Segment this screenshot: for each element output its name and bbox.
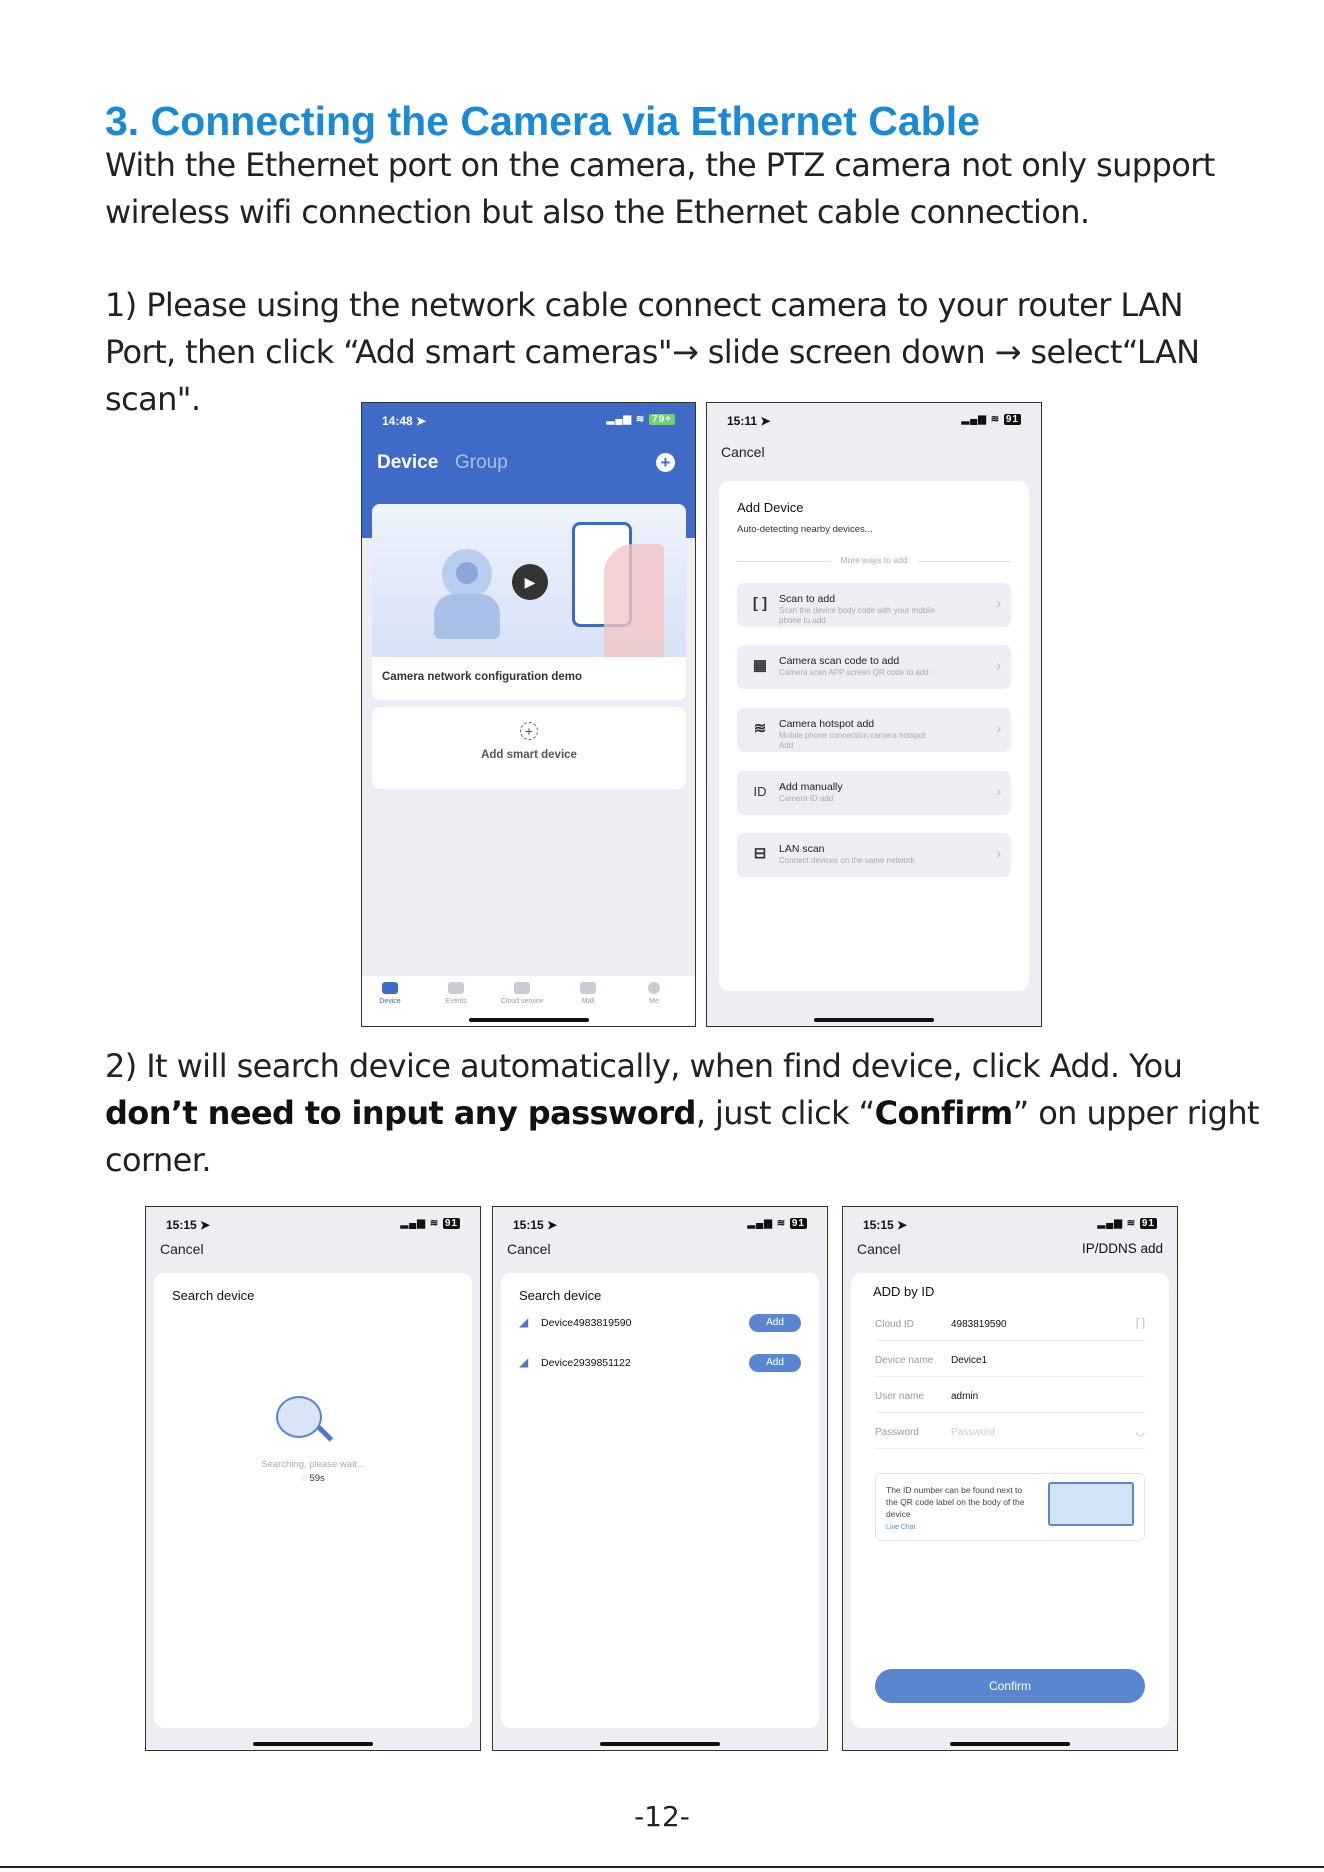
add-device-card [719,481,1029,991]
page-bottom-rule [0,1866,1324,1868]
option-add-manually[interactable] [737,771,1011,815]
field-device-name[interactable] [875,1347,1145,1377]
tab-group[interactable]: Group [455,452,508,473]
add-button[interactable]: Add [749,1354,801,1372]
camera-icon: ◢ [519,1355,529,1369]
phone-screenshot-search-results [492,1206,828,1751]
intro-line: With the Ethernet port on the camera, the PTZ camera not only support [105,146,1215,184]
hand-icon [604,544,664,657]
step2-text: ” on upper right [1012,1094,1259,1132]
field-value: Device1 [951,1355,988,1366]
option-desc: Camera scan APP screen QR code to add [779,668,929,677]
spinner-icon: ◌ [301,1473,307,1484]
scan-icon[interactable]: [ ] [1135,1317,1145,1329]
add-by-id-card [851,1273,1169,1728]
cancel-button[interactable]: Cancel [507,1241,551,1257]
add-device-icon: + [520,722,538,740]
add-plus-icon[interactable]: + [656,453,675,472]
device-name: Device2939851122 [541,1357,631,1369]
status-time: 14:48 ➤ [382,414,427,428]
field-value: 4983819590 [951,1319,1007,1330]
nav-label: Mall [581,998,595,1005]
battery-icon: 91 [791,1218,805,1229]
device-name: Device4983819590 [541,1317,632,1329]
step1-line: Port, then click “Add smart cameras"→ slide screen down → select“LAN [105,333,1200,371]
demo-label: Camera network configuration demo [382,671,583,683]
step2-line [105,1090,1259,1137]
battery-icon: 91 [1141,1218,1155,1229]
nav-label: Cloud service [500,998,544,1005]
option-camera-hotspot[interactable] [737,708,1011,752]
hint-box [875,1473,1145,1541]
nav-cloud-service[interactable] [497,982,547,1005]
step1-line: scan". [105,380,201,418]
chevron-right-icon: › [996,720,1001,736]
field-label: Password [875,1427,919,1438]
magnifier-icon [276,1396,322,1438]
option-desc: Scan the device body code with your mobile phone to add [779,606,936,625]
camera-icon: ◢ [519,1315,529,1329]
user-icon [648,982,660,994]
eye-icon[interactable]: ◡ [1135,1426,1145,1438]
nav-events[interactable] [431,982,481,1005]
add-smart-device-label: Add smart device [481,749,577,761]
status-bar [493,1207,827,1237]
signal-icon: ▂▄▆ ≋ 91 [400,1218,458,1229]
status-time: 15:15 ➤ [166,1218,211,1232]
status-time: 15:11 ➤ [727,414,771,428]
field-user-name[interactable] [875,1383,1145,1413]
search-card [154,1273,472,1728]
search-heading: Search device [172,1288,255,1303]
status-time: 15:15 ➤ [513,1218,558,1232]
option-title: Camera scan code to add [779,655,900,667]
home-indicator [469,1018,589,1022]
search-heading: Search device [519,1288,602,1303]
device-row [519,1351,801,1377]
camera-lens-icon [456,562,478,584]
device-row [519,1311,801,1337]
search-card [501,1273,819,1728]
add-smart-device-card[interactable] [372,707,686,789]
field-value: admin [951,1391,979,1402]
step2-line: 2) It will search device automatically, when find device, click Add. You [105,1047,1183,1085]
battery-icon: 91 [444,1218,458,1229]
add-device-heading: Add Device [737,500,804,515]
bold-text: Confirm [874,1094,1013,1132]
intro-paragraph [105,142,1215,236]
field-cloud-id[interactable] [875,1311,1145,1341]
step2-text: , just click “ [695,1094,875,1132]
countdown [154,1473,472,1484]
nav-mall[interactable] [563,982,613,1005]
device-icon [382,982,398,994]
option-scan-to-add[interactable] [737,583,1011,627]
cancel-button[interactable]: Cancel [857,1241,901,1257]
password-placeholder: Password [951,1427,995,1438]
more-ways-text: More ways to add [830,555,917,565]
status-bar [843,1207,1177,1237]
page-number: -12- [634,1800,690,1833]
nav-label: Me [649,998,659,1005]
section-title: 3. Connecting the Camera via Ethernet Cable [105,98,980,144]
status-bar [707,403,1041,433]
nav-label: Events [445,998,467,1005]
mall-icon [580,982,596,994]
chevron-right-icon: › [996,595,1001,611]
nav-me[interactable] [629,982,679,1005]
qr-label-icon [1048,1482,1134,1526]
home-indicator [814,1018,934,1022]
field-label: Device name [875,1355,934,1366]
nav-label: Device [379,998,401,1005]
signal-icon: ▂▄▆ ≋ 79+ [607,414,675,425]
signal-icon: ▂▄▆ ≋ 91 [747,1218,805,1229]
chevron-right-icon: › [996,783,1001,799]
option-desc: Connect devices on the same network [779,856,915,865]
status-bar [362,403,695,433]
field-password[interactable] [875,1419,1145,1449]
intro-line: wireless wifi connection but also the Ethernet cable connection. [105,193,1090,231]
battery-icon: 91 [1005,414,1019,425]
chevron-right-icon: › [996,657,1001,673]
camera-body-icon [434,594,500,639]
wifi-icon: ≋ [753,720,767,737]
scan-icon: [ ] [752,595,768,612]
play-icon[interactable]: ▶ [512,564,548,600]
qr-code-icon: ▦ [752,657,768,674]
phone-screenshot-searching [145,1206,481,1751]
confirm-button[interactable]: Confirm [875,1669,1145,1703]
cancel-button[interactable]: Cancel [160,1241,204,1257]
chevron-right-icon: › [996,845,1001,861]
demo-card[interactable] [372,504,686,700]
countdown-text: 59s [309,1473,325,1484]
phone-screenshot-add-device [706,402,1042,1027]
status-time: 15:15 ➤ [863,1218,908,1232]
magnifier-handle-icon [317,1425,333,1441]
id-icon: ID [753,784,767,799]
option-camera-scan-code[interactable] [737,645,1011,689]
home-indicator [600,1742,720,1746]
cloud-icon [514,982,530,994]
add-by-id-heading: ADD by ID [873,1284,935,1299]
status-bar [146,1207,480,1237]
home-indicator [950,1742,1070,1746]
nav-device[interactable] [365,982,415,1005]
detecting-text: Auto-detecting nearby devices... [737,524,873,535]
step1-line: 1) Please using the network cable connect camera to your router LAN [105,286,1183,324]
battery-icon: 79+ [649,414,675,425]
field-label: Cloud ID [875,1319,914,1330]
option-title: LAN scan [779,843,825,855]
home-indicator [253,1742,373,1746]
option-title: Add manually [779,781,843,793]
option-title: Scan to add [779,593,836,605]
signal-icon: ▂▄▆ ≋ 91 [1097,1218,1155,1229]
cancel-button[interactable]: Cancel [721,444,765,460]
signal-icon: ▂▄▆ ≋ 91 [961,414,1019,425]
demo-illustration [372,504,686,657]
phone-screenshot-device-home [361,402,696,1027]
searching-text: Searching, please wait... [261,1459,365,1470]
tab-device[interactable]: Device [377,452,439,473]
more-ways-label [719,555,1029,565]
option-desc: Mobile phone connection camera hotspot Add [779,731,926,750]
step2-line: corner. [105,1141,211,1179]
events-icon [448,982,464,994]
lan-icon: ⊟ [753,845,767,862]
option-desc: Camera ID add [779,794,834,803]
option-title: Camera hotspot add [779,718,875,730]
live-chat-link[interactable]: Live Chat [886,1524,916,1531]
phone-screenshot-add-by-id [842,1206,1178,1751]
hint-text: The ID number can be found next to the QR code label on the body of the device [886,1485,1025,1519]
add-button[interactable]: Add [749,1314,801,1332]
field-label: User name [875,1391,924,1402]
option-lan-scan[interactable] [737,833,1011,877]
bold-text: don’t need to input any password [105,1094,696,1132]
step2-paragraph [105,1043,1259,1184]
ip-ddns-add-button[interactable]: IP/DDNS add [1081,1241,1163,1256]
